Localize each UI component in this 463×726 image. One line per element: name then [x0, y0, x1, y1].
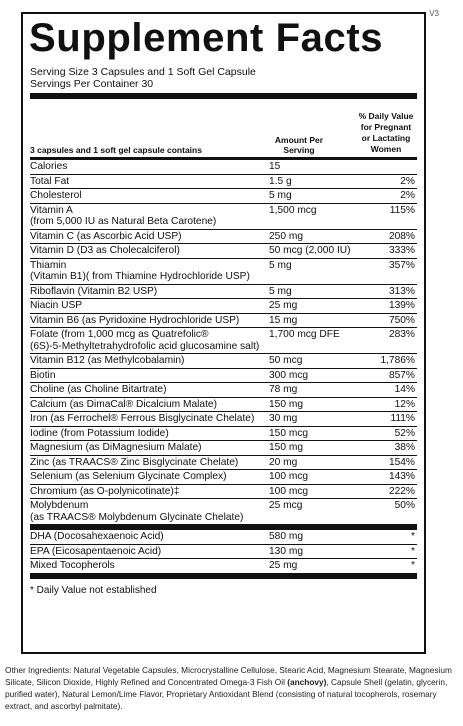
nutrient-dv: 208%	[388, 230, 415, 242]
nutrient-amount: 25 mg	[269, 560, 298, 571]
nutrient-amount: 5 mg	[269, 190, 292, 201]
other-ingredients: Other Ingredients: Natural Vegetable Capsules, Microcrystalline Cellulose, Stearic Acid, Magnesium Stearate, Magnesium Silicate, Silicon Dioxide, Highly Refined and Concentrated Omega-3 Fish Oil (anchovy), Capsule Shell (gelatin, glycerin, purified water), Natural Lemon/Lime Flavor, Proprietary Antioxidant Blend (consisting of natural tocopherols, rosemary extract, and ascorbyl palmitate).	[5, 665, 452, 711]
nutrient-dv: 38%	[394, 442, 415, 453]
nutrient-name: Iodine (from Potassium Iodide)	[30, 427, 169, 439]
nutrient-amount: 250 mg	[269, 230, 303, 242]
dv-header: % Daily Value for Pregnant or Lactating Women	[358, 111, 414, 154]
nutrient-dv: 14%	[394, 384, 415, 395]
nutrient-amount: 300 mcg	[269, 369, 309, 381]
nutrient-amount: 78 mg	[269, 384, 298, 395]
nutrient-dv: 283%	[388, 329, 415, 340]
nutrient-name: DHA (Docosahexaenoic Acid)	[30, 531, 164, 542]
nutrient-row	[30, 313, 417, 328]
nutrient-name: Iron (as Ferrochel® Ferrous Bisglycinate Chelate)	[30, 413, 255, 424]
nutrient-dv: *	[411, 531, 415, 542]
nutrient-name: Thiamin (Vitamin B1)( from Thiamine Hydrochloride USP)	[30, 259, 250, 282]
column-header	[30, 99, 417, 157]
nutrient-name: Folate (from 1,000 mcg as Quatrefolic® (6S)-5-Methyltetrahydrofolic acid glucosamine salt)	[30, 329, 260, 352]
nutrient-amount: 30 mg	[269, 413, 298, 424]
nutrient-row	[30, 397, 417, 412]
nutrient-name: Calories	[30, 161, 68, 172]
nutrient-name: Total Fat	[30, 175, 70, 187]
nutrient-dv: 333%	[388, 245, 415, 256]
contains-header: 3 capsules and 1 soft gel capsule contains	[30, 145, 202, 155]
supplement-facts-panel	[21, 12, 426, 654]
nutrient-dv	[369, 160, 417, 174]
nutrient-row	[30, 327, 417, 353]
nutrient-row	[30, 558, 417, 573]
nutrient-row	[30, 160, 417, 174]
nutrient-row	[30, 544, 417, 559]
nutrient-dv: 750%	[388, 314, 415, 326]
nutrient-row	[30, 353, 417, 368]
nutrient-name: Vitamin B12 (as Methylcobalamin)	[30, 355, 185, 366]
nutrient-name: Cholesterol	[30, 190, 82, 201]
nutrient-dv: 115%	[389, 204, 415, 216]
nutrient-name: Mixed Tocopherols	[30, 560, 115, 571]
nutrient-dv: 357%	[388, 259, 415, 271]
nutrient-row	[30, 284, 417, 299]
nutrient-name: Vitamin D (D3 as Cholecalciferol)	[30, 245, 180, 256]
nutrient-dv: 313%	[388, 285, 415, 297]
nutrient-name: Vitamin A (from 5,000 IU as Natural Beta Carotene)	[30, 204, 217, 227]
serving-size: Serving Size 3 Capsules and 1 Soft Gel Capsule	[30, 66, 256, 78]
nutrient-row	[30, 258, 417, 284]
other-nutrient-table	[30, 530, 417, 573]
version-label: V3	[429, 9, 439, 18]
nutrient-dv: 52%	[394, 427, 415, 439]
nutrient-amount: 25 mg	[269, 300, 298, 311]
nutrient-name: Vitamin C (as Ascorbic Acid USP)	[30, 230, 182, 242]
nutrient-row	[30, 455, 417, 470]
nutrient-dv: 139%	[388, 300, 415, 311]
nutrient-row	[30, 426, 417, 441]
nutrient-row	[30, 174, 417, 189]
nutrient-row	[30, 484, 417, 499]
nutrient-name: Selenium (as Selenium Glycinate Complex)	[30, 471, 227, 482]
nutrient-amount: 100 mcg	[269, 485, 309, 497]
nutrient-amount: 5 mg	[269, 259, 292, 271]
nutrient-dv: 143%	[388, 471, 415, 482]
nutrient-row	[30, 440, 417, 455]
amount-header: Amount Per Serving	[274, 135, 324, 155]
nutrient-dv: 857%	[388, 369, 415, 381]
nutrient-amount: 1,700 mcg DFE	[269, 329, 340, 340]
serving-info	[30, 66, 417, 90]
nutrient-amount: 20 mg	[269, 456, 298, 468]
nutrient-amount: 1,500 mcg	[269, 204, 317, 216]
nutrient-name: Magnesium (as DiMagnesium Malate)	[30, 442, 202, 453]
nutrient-dv: 50%	[394, 500, 415, 511]
nutrient-amount: 150 mg	[269, 442, 303, 453]
nutrient-dv: 12%	[394, 398, 415, 410]
nutrient-row	[30, 188, 417, 203]
nutrient-dv: 111%	[390, 413, 415, 424]
nutrient-row	[30, 229, 417, 244]
servings-per-container: Servings Per Container 30	[30, 78, 154, 90]
nutrient-amount: 150 mg	[269, 398, 303, 410]
nutrient-name: Biotin	[30, 369, 56, 381]
nutrient-amount: 50 mcg	[269, 355, 303, 366]
nutrient-amount: 1.5 g	[269, 175, 292, 187]
nutrient-row	[30, 203, 417, 229]
footnote: * Daily Value not established	[30, 584, 157, 596]
nutrient-row	[30, 530, 417, 544]
nutrient-amount: 150 mcg	[269, 427, 309, 439]
nutrient-row	[30, 411, 417, 426]
nutrient-amount: 50 mcg (2,000 IU)	[269, 245, 351, 256]
nutrient-amount: 15	[269, 161, 281, 172]
nutrient-amount: 25 mcg	[269, 500, 303, 511]
nutrient-name: Chromium (as O-polynicotinate)‡	[30, 485, 180, 497]
nutrient-amount: 15 mg	[269, 314, 298, 326]
nutrient-name: EPA (Eicosapentaenoic Acid)	[30, 545, 162, 557]
nutrient-name: Molybdenum (as TRAACS® Molybdenum Glycinate Chelate)	[30, 500, 244, 523]
nutrient-name: Choline (as Choline Bitartrate)	[30, 384, 167, 395]
nutrient-dv: *	[411, 560, 415, 571]
nutrient-table	[30, 160, 417, 524]
nutrient-row	[30, 243, 417, 258]
nutrient-amount: 130 mg	[269, 545, 303, 557]
nutrient-dv: *	[411, 545, 415, 557]
nutrient-row	[30, 368, 417, 383]
nutrient-name: Vitamin B6 (as Pyridoxine Hydrochloride USP)	[30, 314, 240, 326]
panel-title: Supplement Facts	[29, 16, 384, 60]
nutrient-name: Niacin USP	[30, 300, 83, 311]
nutrient-dv: 2%	[400, 175, 415, 187]
nutrient-row	[30, 382, 417, 397]
nutrient-name: Riboflavin (Vitamin B2 USP)	[30, 285, 158, 297]
nutrient-amount: 5 mg	[269, 285, 292, 297]
nutrient-row	[30, 469, 417, 484]
nutrient-name: Calcium (as DimaCal® Dicalcium Malate)	[30, 398, 217, 410]
nutrient-row	[30, 498, 417, 524]
nutrient-dv: 154%	[388, 456, 415, 468]
nutrient-amount: 100 mcg	[269, 471, 309, 482]
nutrient-row	[30, 298, 417, 313]
nutrient-name: Zinc (as TRAACS® Zinc Bisglycinate Chelate)	[30, 456, 239, 468]
nutrient-amount: 580 mg	[269, 531, 303, 542]
nutrient-dv: 222%	[388, 485, 415, 497]
nutrient-dv: 2%	[400, 190, 415, 201]
nutrient-dv: 1,786%	[380, 355, 415, 366]
